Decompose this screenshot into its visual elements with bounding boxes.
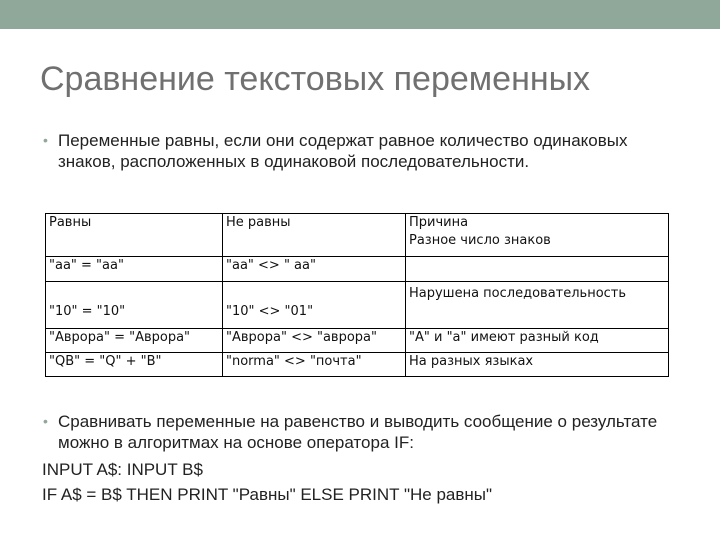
code-line-1: INPUT A$: INPUT B$ <box>42 460 203 479</box>
table-cell <box>406 257 669 282</box>
table-cell: Нарушена последовательность <box>406 282 669 329</box>
table-row <box>46 214 669 257</box>
table-row <box>46 329 669 353</box>
table-cell: "norma" <> "почта" <box>223 353 406 377</box>
table-cell: "QB" = "Q" + "B" <box>46 353 223 377</box>
code-line-2: IF A$ = B$ THEN PRINT "Равны" ELSE PRINT "Не равны" <box>42 485 493 504</box>
header-equal: Равны <box>46 214 223 257</box>
table-row <box>46 353 669 377</box>
table-cell: "аа" <> " аа" <box>223 257 406 282</box>
header-not-equal: Не равны <box>223 214 406 257</box>
bullet-icon: • <box>43 413 48 429</box>
table-row <box>46 257 669 282</box>
top-decor-bar <box>0 0 720 29</box>
bullet-icon: • <box>43 132 48 148</box>
bullet-paragraph-2 <box>40 411 680 453</box>
table-cell: "Аврора" <> "аврора" <box>223 329 406 353</box>
table-cell: "Аврора" = "Аврора" <box>46 329 223 353</box>
header-reason: Причина Разное число знаков <box>406 214 669 257</box>
comparison-table <box>45 213 669 377</box>
slide-title: Сравнение текстовых переменных <box>40 60 591 98</box>
table-row <box>46 282 669 329</box>
table-cell: "аа" = "аа" <box>46 257 223 282</box>
table-cell: "10" = "10" <box>46 282 223 329</box>
bullet-text-1: Переменные равны, если они содержат равное количество одинаковых знаков, расположенных в одинаковой последовательности. <box>58 131 628 171</box>
bullet-paragraph-1 <box>40 130 640 172</box>
table-cell: "10" <> "01" <box>223 282 406 329</box>
table-cell: "А" и "а" имеют разный код <box>406 329 669 353</box>
reason-cell: Разное число знаков <box>409 233 551 248</box>
table-cell: На разных языках <box>406 353 669 377</box>
bullet-text-2: Сравнивать переменные на равенство и выводить сообщение о результате можно в алгоритмах на основе оператора IF: <box>58 412 658 452</box>
